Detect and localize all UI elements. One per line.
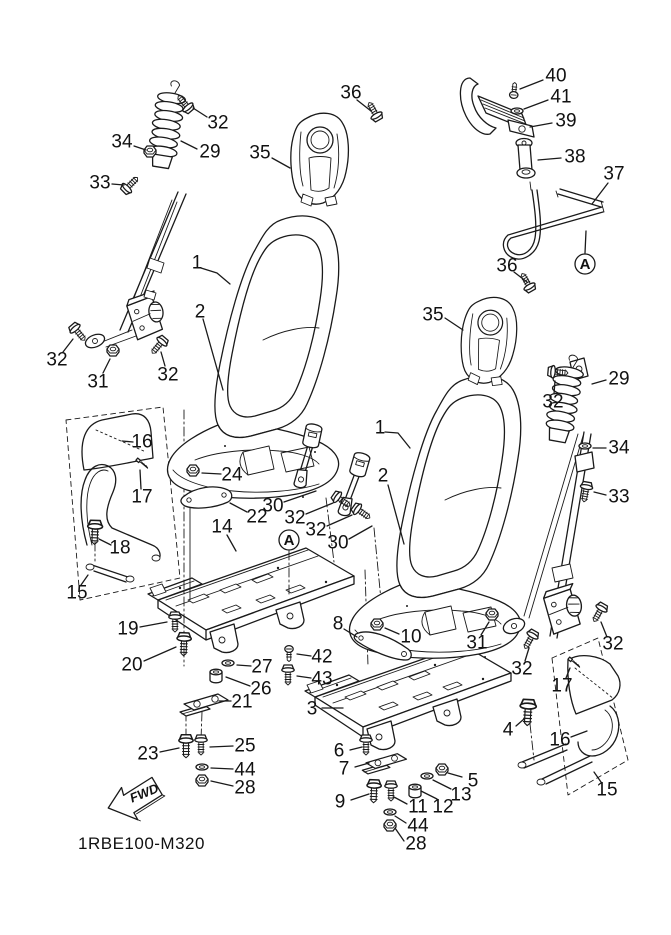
- callout-label: 29: [608, 368, 630, 390]
- callout-33: [594, 487, 630, 508]
- bolt-36-icon: [364, 100, 385, 124]
- washer-27-icon: [222, 660, 234, 666]
- leader-line: [388, 485, 404, 544]
- callout-36: [496, 256, 527, 283]
- callout-39: [530, 111, 577, 132]
- callout-label: 39: [555, 110, 577, 132]
- callout-label: 33: [89, 172, 111, 194]
- marker-label: A: [579, 256, 591, 273]
- callout-label: 25: [234, 735, 256, 757]
- callout-label: 32: [542, 391, 564, 413]
- callout-label: 16: [131, 431, 153, 453]
- callout-27: [237, 657, 273, 678]
- callout-14: [211, 517, 236, 552]
- bolt-32-icon: [148, 334, 170, 357]
- leader-line: [355, 763, 369, 767]
- leader-line: [350, 747, 362, 750]
- callout-label: 15: [596, 779, 618, 801]
- callout-label: 32: [284, 507, 306, 529]
- bolt-9-icon: [366, 780, 381, 803]
- callout-label: 7: [338, 758, 350, 780]
- left-frame-assembly: [66, 407, 180, 600]
- callout-35: [422, 305, 463, 331]
- leader-line: [516, 719, 524, 726]
- leader-line: [520, 80, 543, 89]
- callout-11: [394, 797, 428, 818]
- bolt-25-icon: [195, 735, 207, 755]
- callout-label: 40: [545, 65, 567, 87]
- callout-32: [601, 622, 624, 655]
- leader-line: [140, 622, 167, 627]
- nut-28-icon: [384, 820, 396, 831]
- callout-label: 10: [400, 626, 422, 648]
- bolt-32-icon: [589, 601, 610, 625]
- callout-29: [592, 369, 630, 390]
- callout-label: 2: [194, 301, 206, 323]
- callout-32: [157, 352, 178, 386]
- callout-label: 23: [137, 743, 159, 765]
- callout-41: [524, 87, 572, 110]
- leader-line: [394, 797, 407, 804]
- callout-label: 32: [207, 112, 229, 134]
- leader-line: [272, 158, 290, 168]
- callout-32: [193, 108, 229, 134]
- callout-label: 21: [231, 691, 253, 713]
- callout-label: 15: [66, 582, 88, 604]
- callout-label: 34: [111, 131, 133, 153]
- leader-line: [201, 268, 230, 284]
- marker-leader-line: [585, 231, 586, 253]
- callout-label: 20: [121, 654, 143, 676]
- callout-label: 1: [374, 417, 386, 439]
- leader-line: [433, 780, 451, 789]
- callout-label: 8: [332, 613, 344, 635]
- callout-42: [297, 647, 333, 668]
- callout-label: 35: [422, 304, 444, 326]
- nut-31-icon: [107, 345, 119, 356]
- leader-line: [160, 748, 179, 752]
- callout-label: 16: [549, 729, 571, 751]
- callout-30: [327, 526, 372, 554]
- nut-24-icon: [187, 465, 199, 476]
- callout-2: [195, 302, 223, 391]
- callout-label: 35: [249, 142, 271, 164]
- callout-label: 32: [602, 633, 624, 655]
- bolt-32-icon: [350, 501, 373, 523]
- callout-1: [192, 253, 230, 285]
- callout-23: [137, 744, 179, 765]
- callout-label: 28: [405, 833, 427, 855]
- leader-line: [211, 768, 233, 769]
- hinge-assembly-top-right: [460, 78, 604, 259]
- drawing-code: 1RBE100-M320: [78, 834, 205, 853]
- callout-31: [87, 359, 110, 393]
- marker-label: A: [283, 532, 295, 549]
- washer-41-icon: [511, 108, 523, 114]
- callout-label: 14: [211, 516, 233, 538]
- callout-label: 42: [311, 646, 333, 668]
- callout-label: 22: [246, 506, 268, 528]
- callout-label: 32: [46, 349, 68, 371]
- leader-line: [210, 746, 233, 747]
- callout-20: [121, 647, 176, 676]
- leader-line: [306, 503, 333, 514]
- leader-line: [230, 503, 247, 512]
- callout-34: [111, 132, 146, 153]
- bolt-32-icon: [520, 628, 541, 652]
- callout-15: [66, 575, 88, 604]
- callout-4: [503, 719, 524, 741]
- bolt-43-icon: [282, 665, 294, 685]
- callout-label: 36: [340, 82, 362, 104]
- seat-base-plate-3: [305, 645, 511, 750]
- leader-line: [571, 731, 587, 737]
- callout-label: 28: [234, 777, 256, 799]
- washer-44-icon: [196, 764, 208, 770]
- bolt-23-icon: [179, 735, 193, 758]
- callout-label: 1: [191, 252, 203, 274]
- leader-line: [144, 647, 176, 661]
- view-marker-A: [575, 231, 595, 274]
- leader-line: [237, 665, 251, 666]
- callout-33: [89, 173, 124, 194]
- callout-15: [594, 772, 618, 801]
- callout-label: 3: [306, 698, 318, 720]
- callout-label: 34: [608, 437, 630, 459]
- bolt-4-icon: [519, 699, 536, 726]
- leader-line: [395, 816, 406, 823]
- damper-26-icon: [210, 669, 222, 683]
- callout-19: [117, 619, 167, 640]
- leader-line: [448, 773, 462, 777]
- leader-line: [395, 828, 404, 841]
- callout-label: 27: [251, 656, 273, 678]
- screw-42-icon: [285, 646, 293, 662]
- leader-line: [134, 146, 146, 150]
- callout-label: 19: [117, 618, 139, 640]
- callout-label: 17: [551, 675, 573, 697]
- nut-31-icon: [486, 609, 498, 620]
- callout-9: [335, 792, 369, 813]
- leader-line: [538, 158, 561, 160]
- callout-label: 33: [608, 486, 630, 508]
- callout-35: [249, 143, 290, 169]
- leader-line: [203, 319, 223, 390]
- left-seatbelt-assembly: [83, 78, 188, 350]
- callout-1: [375, 418, 410, 449]
- leader-line: [445, 318, 463, 330]
- screw-40-icon: [509, 82, 519, 99]
- fwd-label: FWD: [127, 780, 161, 806]
- callout-label: 18: [109, 537, 131, 559]
- callout-34: [593, 438, 630, 459]
- callout-label: 2: [377, 465, 389, 487]
- leader-line: [530, 123, 552, 127]
- cover-bracket-35-top: [291, 113, 349, 206]
- leader-line: [351, 794, 369, 800]
- callout-29: [181, 141, 221, 163]
- callout-label: 17: [131, 486, 153, 508]
- callout-label: 29: [199, 141, 221, 163]
- callout-16: [549, 730, 587, 751]
- leader-line: [226, 677, 250, 686]
- washer-34-icon: [579, 443, 591, 449]
- callout-label: 30: [327, 532, 349, 554]
- callout-label: 36: [496, 255, 518, 277]
- leader-line: [524, 100, 548, 109]
- callout-32: [511, 648, 532, 680]
- callout-label: 30: [262, 495, 284, 517]
- callout-label: 24: [221, 464, 243, 486]
- callout-28: [211, 778, 256, 799]
- belt-retractor-right: [542, 583, 584, 635]
- leader-line: [349, 526, 372, 539]
- callout-label: 4: [502, 719, 514, 741]
- callout-label: 11: [408, 796, 428, 818]
- mount-bracket-21: [180, 694, 228, 716]
- callout-40: [520, 66, 567, 90]
- callout-label: 9: [334, 791, 346, 813]
- callout-38: [538, 147, 586, 168]
- callout-label: 32: [305, 519, 327, 541]
- leader-line: [592, 380, 606, 384]
- cover-bracket-35-right: [458, 295, 519, 387]
- leader-line: [594, 492, 606, 495]
- callout-label: 43: [311, 668, 333, 690]
- callout-label: 44: [234, 759, 256, 781]
- callout-label: 5: [467, 770, 479, 792]
- support-bar-37: [508, 190, 603, 255]
- nut-5-icon: [436, 764, 448, 775]
- callout-label: 31: [87, 371, 109, 393]
- callout-label: 12: [432, 796, 454, 818]
- washer-13-icon: [421, 773, 433, 779]
- leader-line: [297, 676, 311, 678]
- callout-label: 41: [550, 86, 572, 108]
- callout-label: 26: [250, 678, 272, 700]
- callout-label: 32: [511, 658, 533, 680]
- nut-28-icon: [196, 775, 208, 786]
- leader-line: [193, 108, 207, 117]
- callout-label: 44: [407, 815, 429, 837]
- callout-25: [210, 736, 256, 757]
- leader-line: [385, 432, 410, 448]
- callout-32: [46, 339, 73, 371]
- leader-line: [327, 515, 352, 526]
- callout-label: 13: [450, 784, 472, 806]
- nut-10-icon: [371, 619, 383, 630]
- washer-44-icon: [384, 809, 396, 815]
- mount-bracket-7: [362, 754, 406, 774]
- callout-18: [99, 538, 131, 559]
- callout-label: 32: [157, 364, 179, 386]
- nut-34-icon: [144, 146, 156, 157]
- callout-37: [592, 164, 625, 205]
- callout-17: [131, 470, 152, 508]
- callout-label: 38: [564, 146, 586, 168]
- callout-label: 31: [466, 632, 488, 654]
- leader-line: [211, 781, 233, 786]
- callout-43: [297, 669, 333, 690]
- callout-label: 37: [603, 163, 625, 185]
- leader-line: [181, 141, 197, 149]
- fwd-arrow: [103, 774, 170, 831]
- leader-line: [297, 654, 311, 656]
- callout-21: [219, 692, 253, 713]
- callout-label: 6: [333, 740, 345, 762]
- callout-36: [340, 83, 371, 112]
